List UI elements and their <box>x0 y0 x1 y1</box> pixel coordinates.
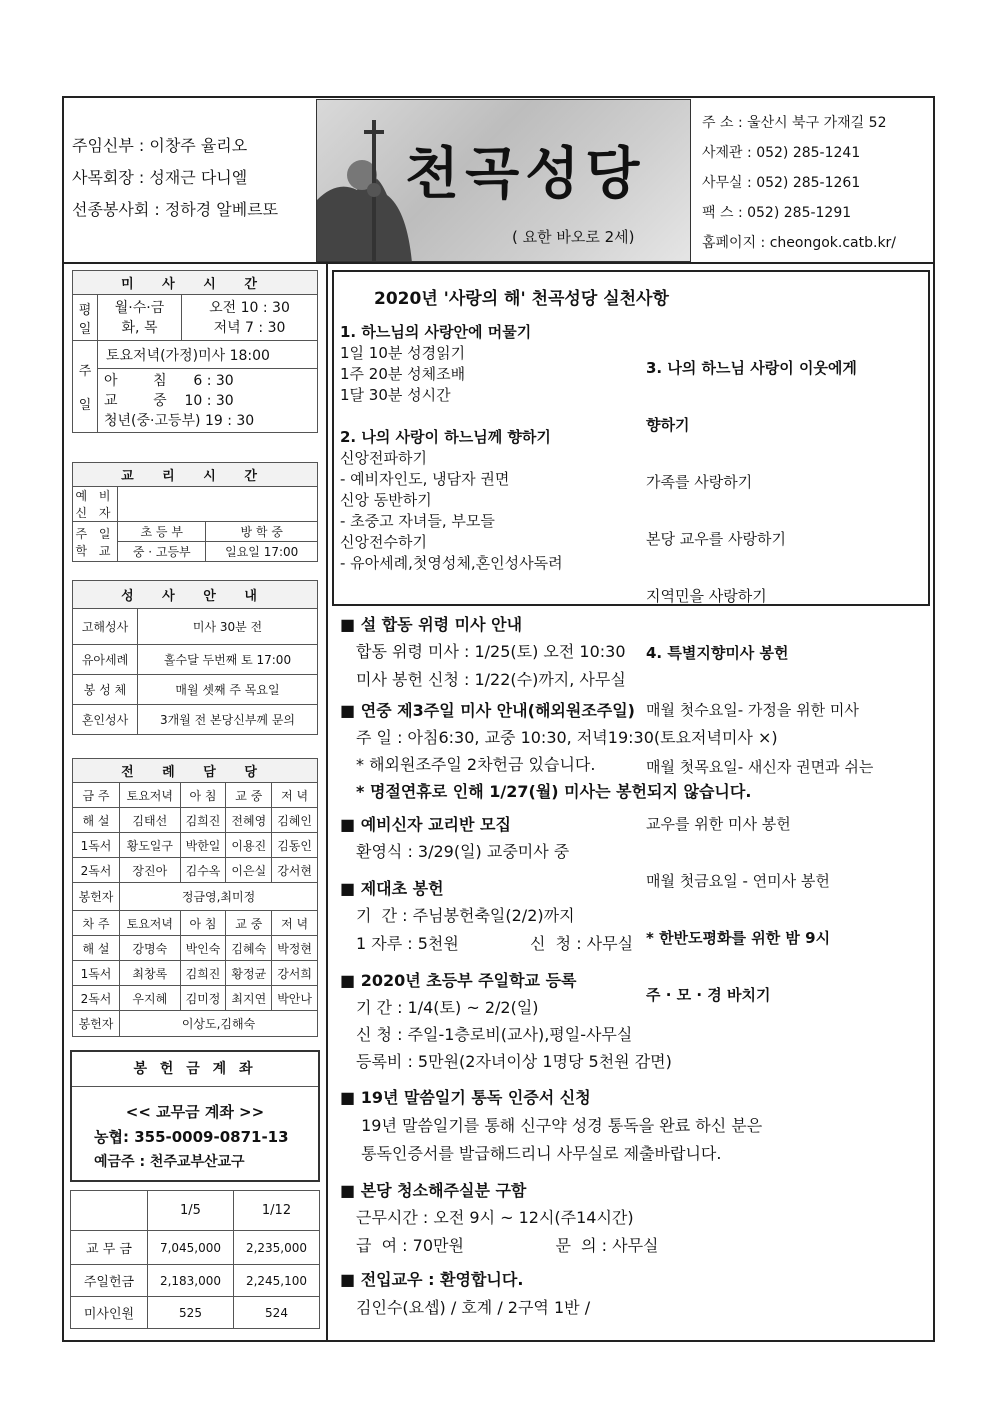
table-cell: 미사인원 <box>71 1297 148 1329</box>
table-cell: 전혜영 <box>226 808 272 833</box>
mass-times-table <box>72 270 318 433</box>
mission-head: 선종봉사회 : 정하경 알베르또 <box>72 200 279 219</box>
table-row <box>73 833 318 858</box>
notice-heading: ■ 설 합동 위령 미사 안내 <box>340 615 523 634</box>
middle-time: 일요일 17:00 <box>206 542 318 562</box>
table-cell: 김수옥 <box>180 858 226 883</box>
table-cell: 토요저녁 <box>120 783 181 808</box>
table-cell: 이용진 <box>226 833 272 858</box>
table-cell: 7,045,000 <box>148 1231 234 1265</box>
table-cell: 금 주 <box>73 783 120 808</box>
table-cell: 저 녁 <box>272 911 318 936</box>
sacrament-info: 매월 셋째 주 목요일 <box>138 675 318 705</box>
table-cell: 김희진 <box>180 808 226 833</box>
table-cell: 1/5 <box>148 1191 234 1231</box>
table-cell: 저 녁 <box>272 783 318 808</box>
elementary-time: 방 학 중 <box>206 522 318 542</box>
table-cell: 박한일 <box>180 833 226 858</box>
table-row <box>73 986 318 1011</box>
practice-item: 1주 20분 성체조배 <box>340 365 466 383</box>
table-cell: 이은실 <box>226 858 272 883</box>
table-row <box>71 1231 320 1265</box>
practice-heading: 주 · 모 · 경 바치기 <box>646 986 771 1004</box>
notice-heading: ■ 제대초 봉헌 <box>340 879 444 898</box>
middle-label: 중 · 고등부 <box>118 542 206 562</box>
liturgy-title: 전 례 담 당 <box>73 759 318 783</box>
table-cell: 김혜숙 <box>226 936 272 961</box>
rectory-phone: 사제관 : 052) 285-1241 <box>702 145 861 161</box>
notice-heading: ■ 2020년 초등부 주일학교 등록 <box>340 971 577 990</box>
table-cell: 해 설 <box>73 936 120 961</box>
notice-heading: ■ 전입교우 : 환영합니다. <box>340 1270 524 1289</box>
notice-line: 1 자루 : 5천원 신 청 : 사무실 <box>356 934 634 953</box>
sacraments-table <box>72 580 318 735</box>
practice-item: 지역민을 사랑하기 <box>646 587 767 605</box>
parish-banner <box>316 99 691 262</box>
table-row <box>73 1011 318 1037</box>
sacrament-name: 유아세례 <box>73 645 138 675</box>
table-cell: 524 <box>234 1297 320 1329</box>
notice-sunday-school <box>340 968 672 1075</box>
table-cell: 정금영,최미정 <box>120 883 318 911</box>
catechumen-label: 예 비 신 자 <box>73 487 118 522</box>
table-row <box>73 783 318 808</box>
table-cell: 황정균 <box>226 961 272 986</box>
table-cell: 박인숙 <box>180 936 226 961</box>
table-cell: 2독서 <box>73 986 120 1011</box>
table-cell: 강서희 <box>272 961 318 986</box>
sacrament-info: 3개월 전 본당신부께 문의 <box>138 705 318 735</box>
sunday-school-label: 주 일 학 교 <box>73 522 118 562</box>
practice-item: 신앙 동반하기 <box>340 491 432 509</box>
office-phone: 사무실 : 052) 285-1261 <box>702 175 861 191</box>
elementary-label: 초 등 부 <box>118 522 206 542</box>
table-cell: 교 무 금 <box>71 1231 148 1265</box>
table-cell: 교 중 <box>226 911 272 936</box>
practice-heading: 2. 나의 사랑이 하느님께 향하기 <box>340 428 551 446</box>
notice-mass-memorial <box>340 612 626 694</box>
table-cell: 김혜인 <box>272 808 318 833</box>
table-row <box>73 911 318 936</box>
table-cell: 강서현 <box>272 858 318 883</box>
account-title: << 교무금 계좌 >> <box>125 1103 265 1121</box>
table-cell: 2,245,100 <box>234 1265 320 1297</box>
table-cell <box>118 487 318 522</box>
practice-heading: 1. 하느님의 사랑안에 머물기 <box>340 323 532 341</box>
practice-item: 가족를 사랑하기 <box>646 473 753 491</box>
notice-line: 신 청 : 주일-1층로비(교사),평일-사무실 <box>356 1025 633 1044</box>
sacraments-title: 성 사 안 내 <box>73 581 318 609</box>
address: 주 소 : 울산시 북구 가재길 52 <box>702 115 887 131</box>
table-cell: 해 설 <box>73 808 120 833</box>
practice-item: 매월 첫금요일 - 연미사 봉헌 <box>646 872 830 890</box>
table-cell: 김희진 <box>180 961 226 986</box>
sacrament-name: 봉 성 체 <box>73 675 138 705</box>
notice-sunday-mass <box>340 698 778 805</box>
table-row <box>73 936 318 961</box>
practice-right-column <box>646 322 928 1042</box>
saturday-mass: 토요저녁(가정)미사 18:00 <box>98 341 318 369</box>
table-cell: 김태선 <box>120 808 181 833</box>
contact-info <box>702 108 896 258</box>
table-row <box>71 1297 320 1329</box>
table-cell: 봉헌자 <box>73 883 120 911</box>
table-cell: 차 주 <box>73 911 120 936</box>
fax: 팩 스 : 052) 285-1291 <box>702 205 852 221</box>
patron-name: ( 요한 바오로 2세) <box>512 228 635 246</box>
table-cell: 강명숙 <box>120 936 181 961</box>
table-row <box>73 858 318 883</box>
table-cell: 봉헌자 <box>73 1011 120 1037</box>
notice-catechumen <box>340 812 569 866</box>
table-row <box>73 961 318 986</box>
practice-item: 교우를 위한 미사 봉헌 <box>646 815 791 833</box>
table-cell: 토요저녁 <box>120 911 181 936</box>
pastor: 주임신부 : 이창주 율리오 <box>72 136 248 155</box>
table-cell: 2,235,000 <box>234 1231 320 1265</box>
table-row <box>71 1191 320 1231</box>
practice-title: 2020년 '사랑의 해' 천곡성당 실천사항 <box>374 289 669 309</box>
table-cell: 1독서 <box>73 833 120 858</box>
notice-line: 근무시간 : 오전 9시 ~ 12시(주14시간) <box>356 1208 634 1227</box>
mass-times-title: 미 사 시 간 <box>73 271 318 295</box>
sacrament-name: 고해성사 <box>73 609 138 645</box>
table-cell: 2독서 <box>73 858 120 883</box>
practice-heading: 3. 나의 하느님 사랑이 이웃에게 <box>646 359 857 377</box>
table-cell: 아 침 <box>180 783 226 808</box>
practice-item: 1일 10분 성경읽기 <box>340 344 466 362</box>
bank-account: 농협: 355-0009-0871-13 <box>94 1128 289 1146</box>
table-cell: 김미정 <box>180 986 226 1011</box>
sunday-label: 주 일 <box>73 341 98 433</box>
table-cell: 1/12 <box>234 1191 320 1231</box>
notice-line: 미사 봉헌 신청 : 1/22(수)까지, 사무실 <box>356 670 626 689</box>
practice-item: 신앙전파하기 <box>340 449 427 467</box>
finance-table <box>70 1190 320 1329</box>
notice-line: * 해외원조주일 2차헌금 있습니다. <box>356 755 596 774</box>
practice-left-column <box>340 322 640 574</box>
table-row <box>71 1265 320 1297</box>
practice-spacer <box>340 406 640 427</box>
table-cell: 김동인 <box>272 833 318 858</box>
weekday-label: 평 일 <box>73 295 98 341</box>
table-cell: 최지연 <box>226 986 272 1011</box>
notice-line: 기 간 : 주님봉헌축일(2/2)까지 <box>356 906 575 925</box>
donation-title: 봉 헌 금 계 좌 <box>72 1052 318 1087</box>
table-cell: 박안나 <box>272 986 318 1011</box>
notice-bible-reading <box>340 1084 762 1168</box>
sunday-times: 아 침 6 : 30 교 중 10 : 30 청년(중·고등부) 19 : 30 <box>98 369 318 433</box>
catechism-title: 교 리 시 간 <box>73 463 318 487</box>
notice-line: 기 간 : 1/4(토) ~ 2/2(일) <box>356 998 539 1017</box>
notice-line: 합동 위령 미사 : 1/25(토) 오전 10:30 <box>356 642 626 661</box>
table-cell: 교 중 <box>226 783 272 808</box>
practice-item: - 예비자인도, 냉담자 권면 <box>340 470 510 488</box>
table-cell: 황도일구 <box>120 833 181 858</box>
table-cell: 아 침 <box>180 911 226 936</box>
practice-item: 매월 첫수요일- 가정을 위한 미사 <box>646 701 859 719</box>
notice-line: 급 여 : 70만원 문 의 : 사무실 <box>356 1236 659 1255</box>
table-cell: 525 <box>148 1297 234 1329</box>
sacrament-name: 혼인성사 <box>73 705 138 735</box>
notice-line: 환영식 : 3/29(일) 교중미사 중 <box>356 842 570 861</box>
homepage: 홈페이지 : cheongok.catb.kr/ <box>702 235 897 251</box>
notice-heading: ■ 본당 청소해주실분 구함 <box>340 1181 527 1200</box>
council-head: 사목회장 : 성재근 다니엘 <box>72 168 248 187</box>
practice-item: 본당 교우를 사랑하기 <box>646 530 786 548</box>
practice-heading: 향하기 <box>646 416 690 434</box>
table-cell <box>71 1191 148 1231</box>
notice-line: 주 일 : 아침6:30, 교중 10:30, 저녁19:30(토요저녁미사 ×) <box>356 728 778 747</box>
staff-list <box>72 130 312 226</box>
notice-candle <box>340 876 633 958</box>
catechism-table <box>72 462 318 562</box>
notice-heading: ■ 19년 말씀일기 통독 인증서 신청 <box>340 1088 591 1107</box>
table-cell: 장진아 <box>120 858 181 883</box>
practice-item: 1달 30분 성시간 <box>340 386 451 404</box>
weekday-days: 월·수·금 화, 목 <box>98 295 182 341</box>
table-cell: 최창록 <box>120 961 181 986</box>
notice-heading: ■ 연중 제3주일 미사 안내(해외원조주일) <box>340 701 635 720</box>
table-cell: 주일헌금 <box>71 1265 148 1297</box>
liturgy-table <box>72 758 318 1037</box>
table-cell: 2,183,000 <box>148 1265 234 1297</box>
donation-account-box <box>70 1050 320 1182</box>
parish-title: 천곡성당 <box>405 141 646 207</box>
practice-item: 신앙전수하기 <box>340 533 427 551</box>
practice-item: - 초중고 자녀들, 부모들 <box>340 512 495 530</box>
sacrament-info: 미사 30분 전 <box>138 609 318 645</box>
sacrament-info: 홀수달 두번째 토 17:00 <box>138 645 318 675</box>
notice-line: 등록비 : 5만원(2자녀이상 1명당 5천원 감면) <box>356 1052 672 1071</box>
table-cell: 박정현 <box>272 936 318 961</box>
notice-line: 19년 말씀일기를 통해 신구약 성경 통독을 완료 하신 분은 <box>356 1116 763 1135</box>
practice-heading: * 한반도평화를 위한 밤 9시 <box>646 929 831 947</box>
table-row <box>73 883 318 911</box>
header-divider <box>64 262 933 264</box>
account-holder: 예금주 : 천주교부산교구 <box>94 1154 245 1170</box>
column-divider <box>326 262 328 1340</box>
table-cell: 우지혜 <box>120 986 181 1011</box>
practice-item: 매월 첫목요일- 새신자 권면과 쉬는 <box>646 758 874 776</box>
table-row <box>73 808 318 833</box>
weekday-times: 오전 10 : 30 저녁 7 : 30 <box>181 295 317 341</box>
practice-heading: 4. 특별지향미사 봉헌 <box>646 644 789 662</box>
table-cell: 이상도,김해숙 <box>120 1011 318 1037</box>
notice-heading: ■ 예비신자 교리반 모집 <box>340 815 511 834</box>
notice-cleaner <box>340 1178 658 1260</box>
table-cell: 1독서 <box>73 961 120 986</box>
notice-line: * 명절연휴로 인해 1/27(월) 미사는 봉헌되지 않습니다. <box>356 782 752 801</box>
practice-item: - 유아세례,첫영성체,혼인성사독려 <box>340 554 563 572</box>
notice-line: 통독인증서를 발급해드리니 사무실로 제출바랍니다. <box>356 1144 722 1163</box>
notice-line: 김인수(요셉) / 호계 / 2구역 1반 / <box>356 1298 591 1317</box>
notice-new-parishioner <box>340 1266 590 1322</box>
